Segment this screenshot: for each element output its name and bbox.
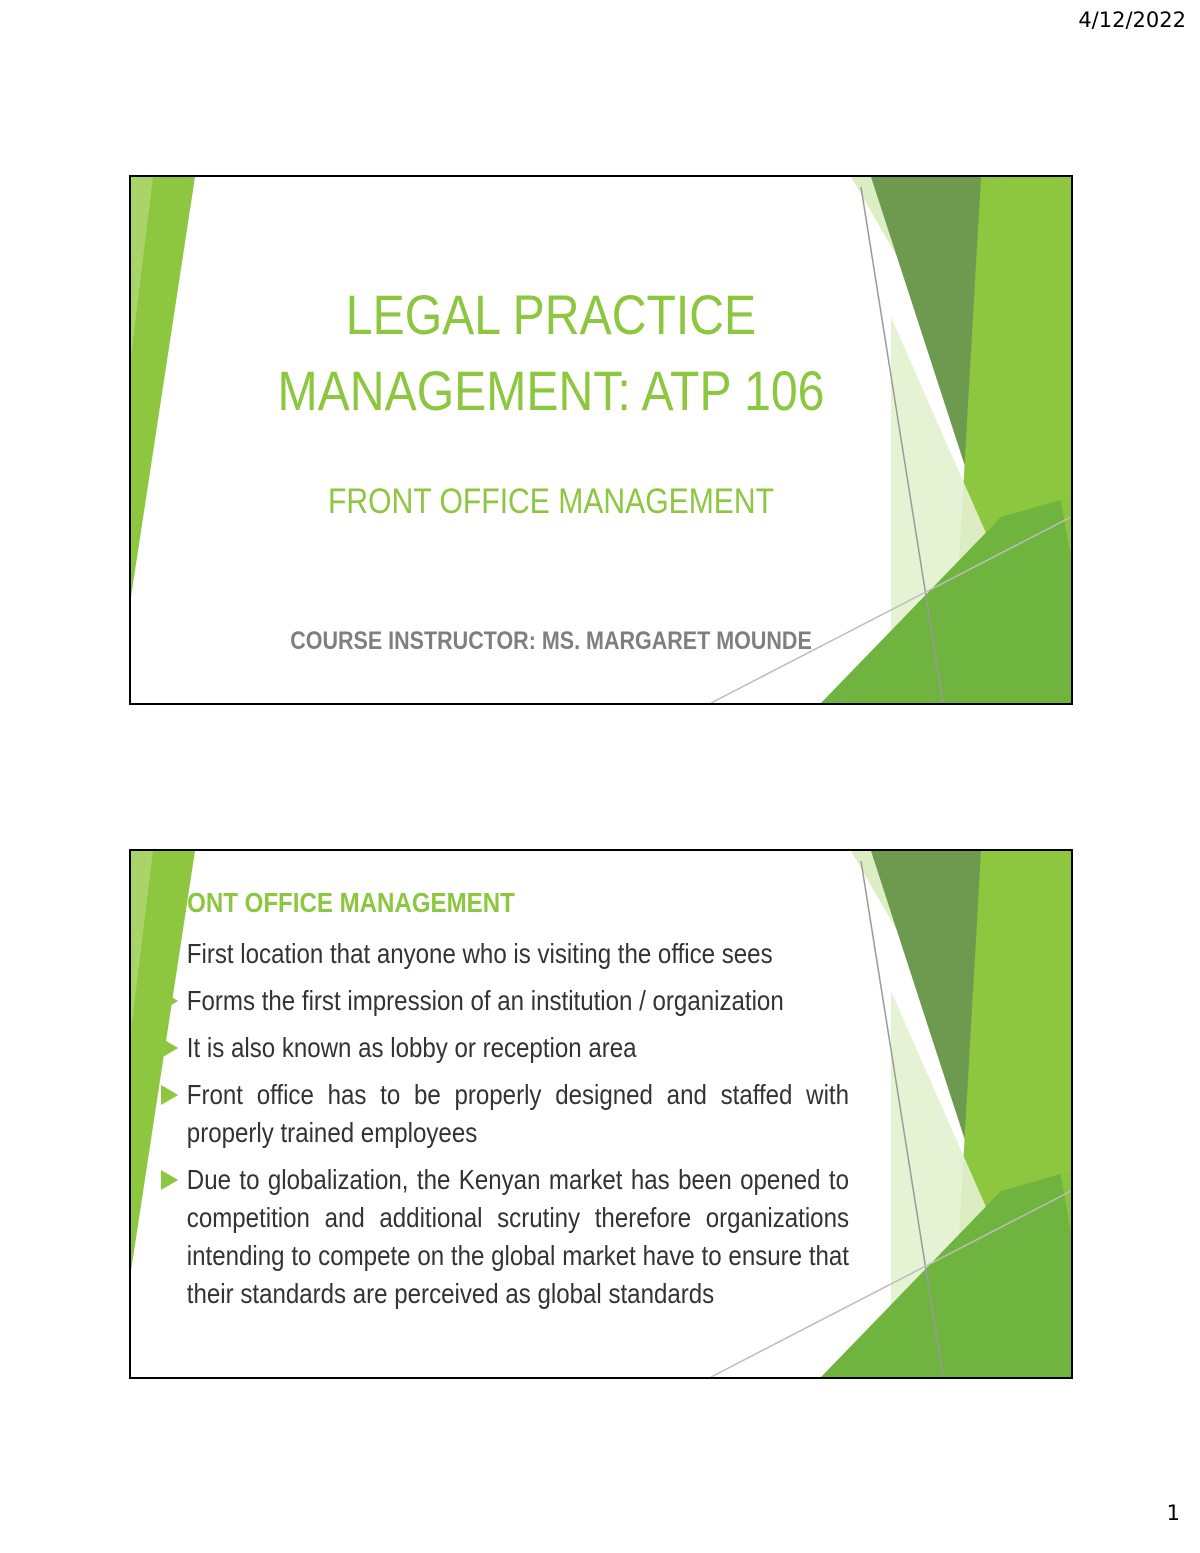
triangle-bullet-icon	[161, 1038, 178, 1058]
triangle-bullet-icon	[161, 1170, 178, 1190]
triangle-bullet-icon	[161, 1085, 178, 1105]
slide-title: FRONT OFFICE MANAGEMENT	[155, 887, 515, 918]
bullet-text: First location that anyone who is visiting the office sees	[186, 938, 773, 969]
triangle-bullet-icon	[161, 944, 178, 964]
triangle-bullet-icon	[161, 991, 178, 1011]
title-slide	[129, 175, 1073, 705]
list-item	[161, 935, 849, 973]
slide-subtitle: FRONT OFFICE MANAGEMENT	[328, 482, 774, 521]
bullet-text: Front office has to be properly designed and staffed with properly trained employees	[186, 1079, 850, 1148]
course-instructor: COURSE INSTRUCTOR: MS. MARGARET MOUNDE	[290, 627, 812, 655]
slide-title-line-2: MANAGEMENT: ATP 106	[277, 359, 825, 422]
content-slide	[129, 849, 1073, 1379]
slide-title	[241, 277, 860, 429]
list-item	[161, 1161, 849, 1313]
bullet-text: It is also known as lobby or reception area	[186, 1032, 637, 1063]
bullet-text: Due to globalization, the Kenyan market has been opened to competition and additional scrutiny therefore organizations intending to compete on the global market have to ensure that their standards are perceived as global standards	[186, 1164, 850, 1309]
list-item	[161, 982, 849, 1020]
bullet-text: Forms the first impression of an institution / organization	[186, 985, 784, 1016]
page-date: 4/12/2022	[1078, 8, 1186, 32]
list-item	[161, 1076, 849, 1152]
list-item	[161, 1029, 849, 1067]
slide-title-line-1: LEGAL PRACTICE	[345, 283, 757, 346]
page-number: 1	[1166, 1501, 1180, 1525]
slide-decoration	[131, 177, 1071, 703]
bullet-list	[161, 935, 849, 1322]
